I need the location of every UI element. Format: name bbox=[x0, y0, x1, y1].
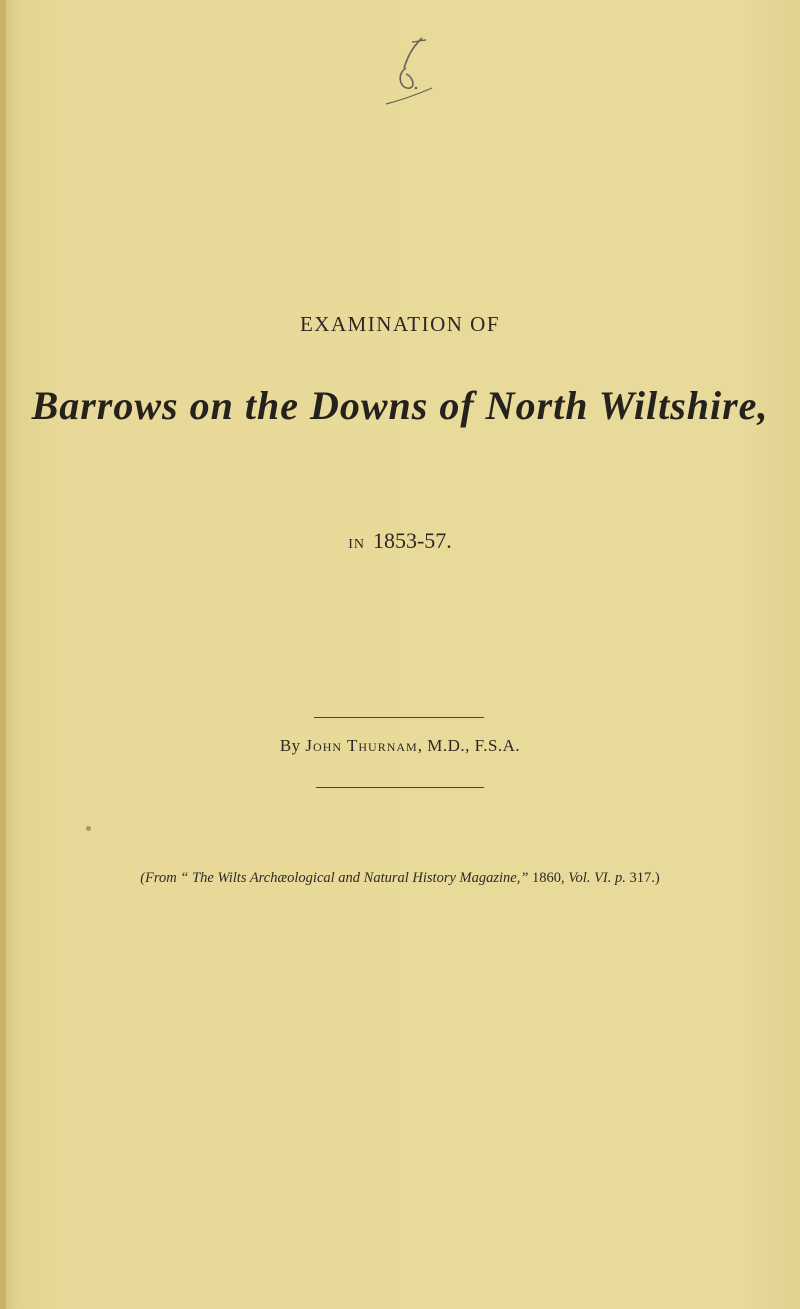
author-suffix: , M.D., F.S.A. bbox=[417, 736, 521, 755]
title: Barrows on the Downs of North Wiltshire, bbox=[31, 383, 769, 428]
page-binding-edge bbox=[0, 0, 6, 1309]
date-line bbox=[0, 528, 800, 554]
source-journal: “ The Wilts Archæological and Natural History Magazine,” bbox=[180, 870, 529, 886]
author-line bbox=[0, 736, 800, 756]
date-prefix: IN bbox=[348, 537, 365, 552]
top-rule bbox=[314, 717, 484, 718]
bottom-rule bbox=[316, 787, 484, 788]
source-volume: Vol. VI. p. bbox=[568, 870, 626, 886]
source-open: (From bbox=[140, 870, 177, 886]
pencil-annotation bbox=[382, 30, 442, 110]
author-prefix: By bbox=[279, 736, 301, 755]
source-year: 1860, bbox=[532, 870, 565, 886]
heading: EXAMINATION OF bbox=[299, 312, 501, 336]
source-page: 317.) bbox=[629, 870, 660, 886]
date-years: 1853-57. bbox=[372, 528, 452, 553]
paper-speck bbox=[86, 826, 91, 831]
source-citation bbox=[0, 870, 800, 887]
author-name: John Thurnam bbox=[305, 736, 418, 755]
